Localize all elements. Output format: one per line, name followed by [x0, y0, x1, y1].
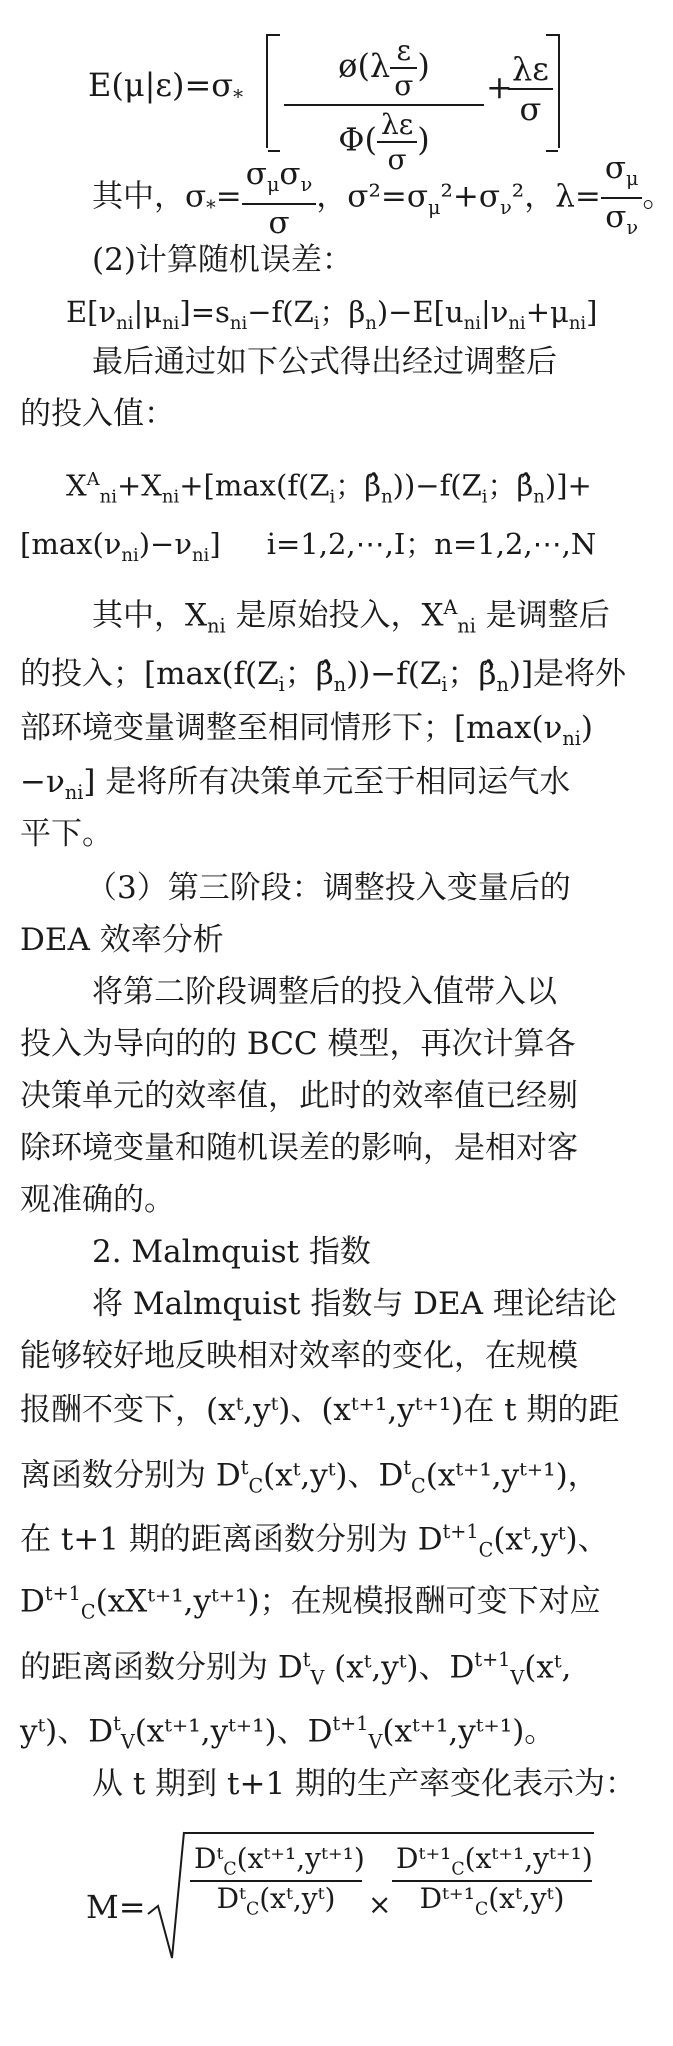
formula-times: × [368, 1888, 392, 1921]
paragraph-line: 报酬不变下，(xᵗ,yᵗ)、(xᵗ⁺¹,yᵗ⁺¹)在 t 期的距 [20, 1392, 620, 1428]
paragraph-line: 将第二阶段调整后的投入值带入以 [92, 974, 557, 1010]
paragraph-line: 的距离函数分别为 $D^t_V$ (xᵗ,yᵗ)、$D^{t+1}_V(xᵗ$, [20, 1648, 572, 1690]
paragraph-line: $D^{t+1}_C(xXᵗ^{+1},yᵗ^{+1})$；在规模报酬可变下对应 [20, 1582, 601, 1624]
malmquist-heading: 2. Malmquist 指数 [92, 1234, 371, 1270]
formula-lhs: $E(\mu|\varepsilon)=\sigma_*$ [88, 66, 244, 109]
formula-m-lhs: M= [86, 1888, 146, 1926]
paragraph-line: 将 Malmquist 指数与 DEA 理论结论 [92, 1286, 617, 1322]
paragraph-line: 的投入；[$\max(f(Z_i$；$\betâ_n))-f(Z_i$；$\betâ_n$)]是将外 [20, 656, 627, 697]
formula-plus: + [486, 68, 513, 106]
random-error-formula: $E[\nu_{ni}|\mu_{ni}]=s_{ni}-f(Z_i$；$\beta_n)-E[u_{ni}|\nu_{ni}+\mu_{ni}]$ [66, 295, 598, 334]
adjusted-input-formula-2: $[\max(\nu_{ni})-\nu_{ni}]$ i=1,2,⋯,I；n=1,2,⋯,N [20, 527, 597, 566]
paragraph-line: $-\nu_{ni}$] 是将所有决策单元至于相同运气水 [20, 764, 571, 805]
sqrt-sign-icon [146, 1830, 186, 1970]
sqrt-bar [184, 1832, 594, 1834]
formula-main-fraction: ø(λ $\frac{\varepsilon}{\sigma}$ ) Φ( $\frac{\lambda\varepsilon}{\sigma}$ ) [284, 34, 484, 176]
stage-3-heading-cont: DEA 效率分析 [20, 922, 224, 958]
malmquist-fraction-2: $\frac{Dᵗ^{+1}_C(xᵗ^{+1},yᵗ^{+1})}{Dᵗ^{+1}_C(xᵗ,yᵗ)}$ [392, 1842, 592, 1919]
paragraph-line: 投入为导向的的 BCC 模型，再次计算各 [20, 1026, 576, 1062]
paragraph-line: 平下。 [20, 816, 113, 852]
paragraph-line: 从 t 期到 t+1 期的生产率变化表示为： [92, 1766, 637, 1802]
step-2-heading: (2)计算随机误差： [92, 242, 353, 278]
paragraph-line: 最后通过如下公式得出经过调整后 [92, 344, 557, 380]
paragraph-line: 部环境变量调整至相同情形下；[$\max(\nu_{ni})$ [20, 710, 594, 751]
formula-malmquist [86, 1826, 606, 2026]
paragraph-line: 观准确的。 [20, 1182, 175, 1218]
paragraph-line: yᵗ)、$D^t_V(xᵗ^{+1},yᵗ^{+1})$、$D^{t+1}_V(xᵗ^{+1},yᵗ^{+1})$。 [20, 1712, 556, 1754]
paragraph-line: 除环境变量和随机误差的影响，是相对客 [20, 1130, 578, 1166]
stage-3-heading: （3）第三阶段：调整投入变量后的 [86, 870, 571, 906]
paragraph-line: 决策单元的效率值，此时的效率值已经剔 [20, 1078, 578, 1114]
formula-second-fraction: $\frac{\lambda\varepsilon}{\sigma}$ [508, 50, 553, 128]
paragraph-line: 其中，$X_{ni}$ 是原始投入，$X^A_{ni}$ 是调整后 [92, 596, 610, 638]
where-sigma-line: 其中，$\sigma_*=$ $\frac{\sigma_\mu\sigma_\nu}{\sigma}$ ，$\sigma^2=\sigma_\mu^2+\sigma_\nu^2$，λ= $\frac{\sigma_\mu}{\sigma_\nu}$ 。 [92, 150, 673, 241]
malmquist-fraction-1: Dᵗ$_C$(xᵗ⁺¹,yᵗ⁺¹) Dᵗ$_C$(xᵗ,yᵗ) [190, 1842, 362, 1919]
formula-conditional-expectation [88, 28, 568, 176]
paragraph-line: 在 t+1 期的距离函数分别为 $D^{t+1}_C(xᵗ,yᵗ)$、 [20, 1520, 609, 1562]
paragraph-line: 能够较好地反映相对效率的变化，在规模 [20, 1338, 578, 1374]
paragraph-line: 的投入值： [20, 396, 175, 432]
adjusted-input-formula-1: $X^A_{ni}+X_{ni}+[\max(f(Z_i$；$\betâ_n))-f(Z_i$；$\betâ_n)]+$ [66, 468, 592, 508]
paragraph-line: 离函数分别为 $D^t_C(xᵗ,yᵗ)$、$D^t_C(xᵗ^{+1},yᵗ^{+1})$， [20, 1456, 599, 1498]
